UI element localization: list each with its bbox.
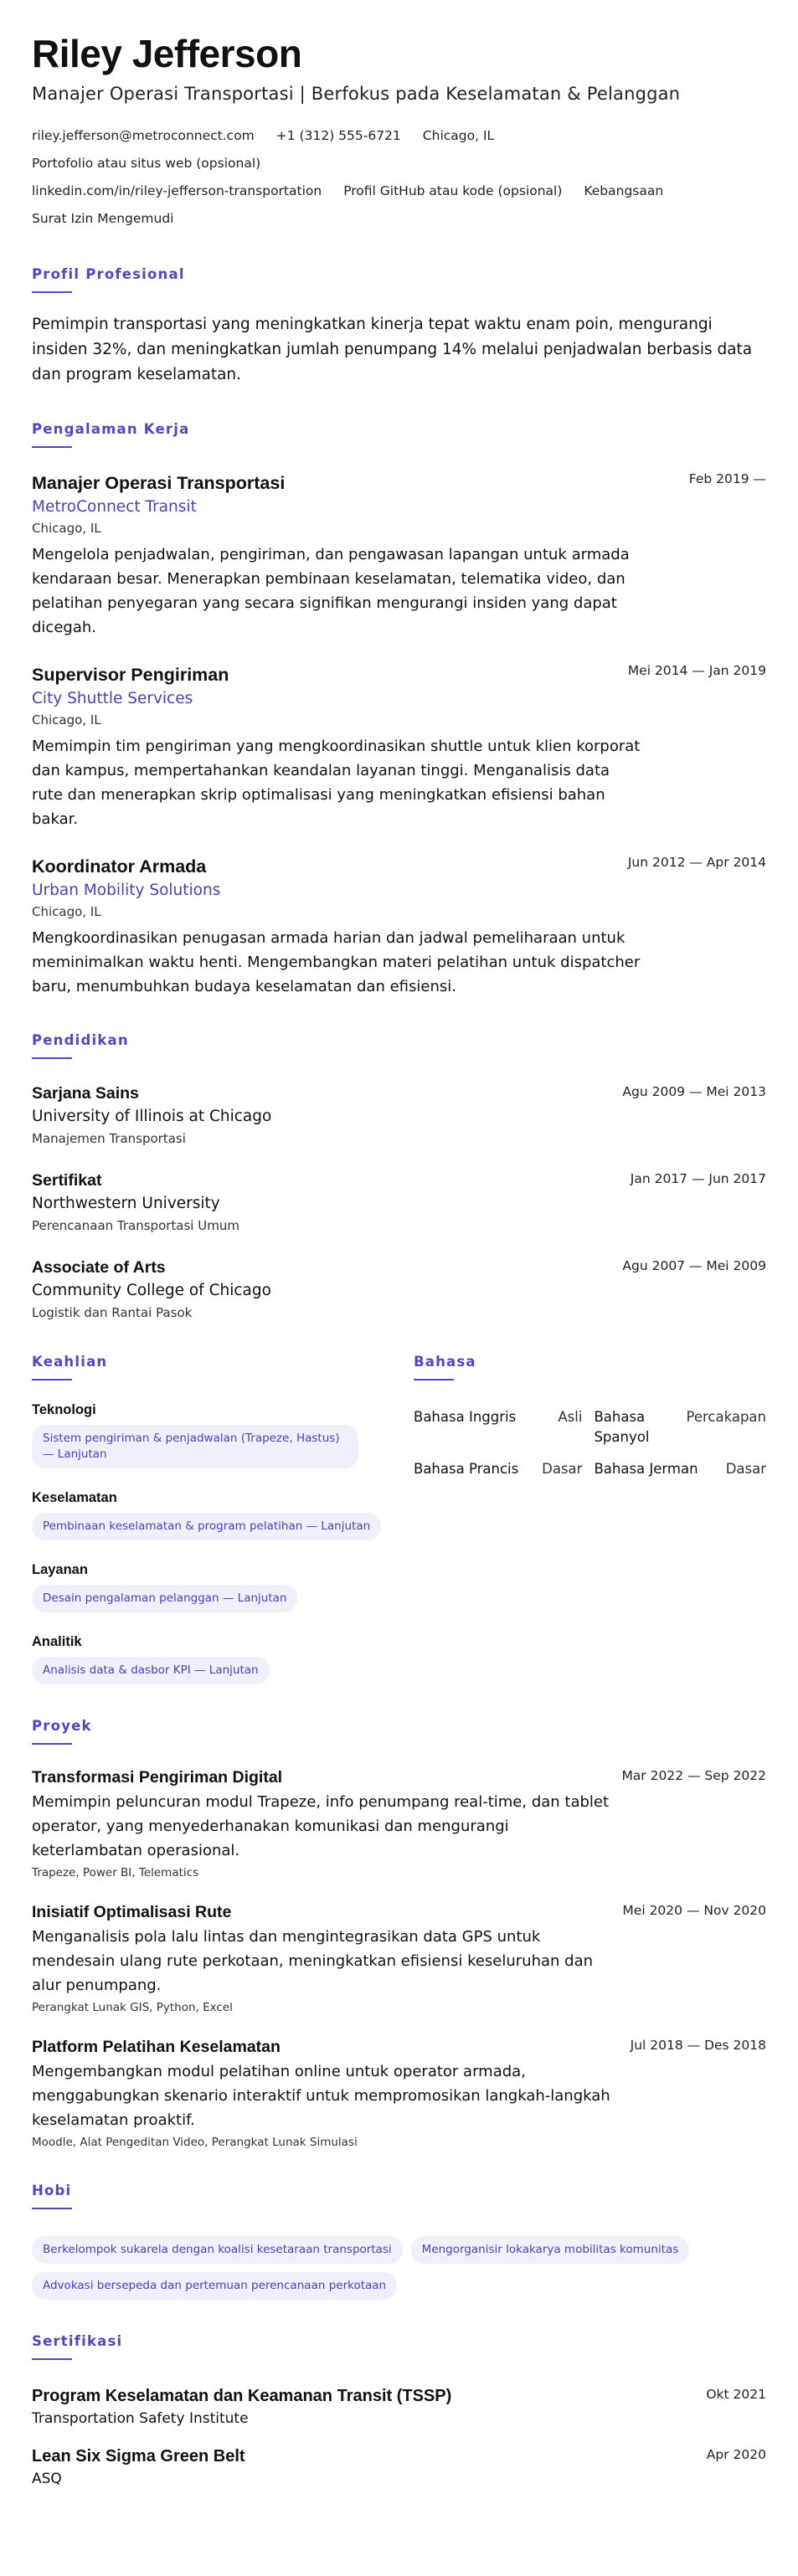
section-title-profile: Profil Profesional [32,266,185,282]
language-name: Bahasa Spanyol [594,1409,650,1445]
section-title-education: Pendidikan [32,1032,129,1048]
language-level: Asli [558,1409,583,1425]
job-dates: Feb 2019 — [688,471,766,486]
skills-languages-row [32,1320,766,1684]
certification-entry [32,2447,766,2487]
education-field: Perencanaan Transportasi Umum [32,1218,239,1233]
contact-driving-license: Surat Izin Mengemudi [32,211,174,226]
section-title-projects: Proyek [32,1718,92,1734]
project-dates: Mei 2020 — Nov 2020 [622,1903,766,1918]
project-tech: Moodle, Alat Pengeditan Video, Perangkat Lunak Simulasi [32,2136,358,2149]
education-school: University of Illinois at Chicago [32,1108,272,1125]
skill-chip: Analisis data & dasbor KPI — Lanjutan [32,1657,270,1684]
job-title: Manajer Operasi Transportasi [32,473,286,493]
project-dates: Jul 2018 — Des 2018 [630,2038,766,2053]
skill-chip: Sistem pengiriman & penjadwalan (Trapeze, Hastus) — Lanjutan [32,1425,358,1468]
language-item [414,1407,582,1447]
section-divider [32,446,72,448]
skill-category: Layanan [32,1562,88,1577]
language-level: Dasar [542,1461,583,1477]
language-level: Dasar [725,1461,766,1477]
profile-summary: Pemimpin transportasi yang meningkatkan kinerja tepat waktu enam poin, mengurangi insiden 32%, dan meningkatkan jumlah penumpang 14% melalui penjadwalan berbasis data dan program keselamatan. [32,316,753,383]
project-tech: Trapeze, Power BI, Telematics [32,1866,199,1879]
education-school: Northwestern University [32,1195,220,1212]
project-title: Inisiatif Optimalisasi Rute [32,1903,232,1921]
education-dates: Jan 2017 — Jun 2017 [630,1171,766,1186]
job-title: Supervisor Pengiriman [32,665,229,685]
language-name: Bahasa Prancis [414,1461,519,1477]
job-dates: Mei 2014 — Jan 2019 [627,663,766,678]
project-dates: Mar 2022 — Sep 2022 [621,1768,766,1783]
section-divider [32,1057,72,1059]
section-title-languages: Bahasa [414,1354,476,1370]
certification-date: Apr 2020 [706,2447,766,2462]
languages-column [414,1320,766,1684]
certification-date: Okt 2021 [706,2387,766,2402]
contact-location: Chicago, IL [422,128,495,143]
language-item [414,1459,582,1479]
resume-headline: Manajer Operasi Transportasi | Berfokus pada Keselamatan & Pelanggan [32,84,681,104]
project-description: Menganalisis pola lalu lintas dan mengintegrasikan data GPS untuk mendesain ulang rute perkotaan, meningkatkan efisiensi keseluruhan dan alur penumpang. [32,1928,594,1994]
education-dates: Agu 2007 — Mei 2009 [622,1258,766,1273]
education-degree: Sertifikat [32,1171,102,1190]
job-entry [32,663,766,831]
job-entry [32,855,766,999]
skill-chip: Desain pengalaman pelanggan — Lanjutan [32,1585,297,1612]
section-title-skills: Keahlian [32,1354,108,1370]
certification-org: ASQ [32,2471,62,2487]
section-divider [32,1743,72,1745]
job-description: Memimpin tim pengiriman yang mengkoordinasikan shuttle untuk klien korporat dan kampus, mempertahankan keandalan layanan tinggi. Menganalisis data rute dan menerapkan skrip optimalisasi yang meningkatkan efisiensi bahan bakar. [32,738,641,828]
certification-entry [32,2387,766,2427]
language-item [594,1407,766,1447]
hobbies-list [32,2228,752,2300]
section-title-experience: Pengalaman Kerja [32,421,190,437]
hobby-chip: Berkelompok sukarela dengan koalisi kesetaraan transportasi [32,2236,403,2264]
skill-chip: Pembinaan keselamatan & program pelatihan — Lanjutan [32,1513,381,1540]
job-dates: Jun 2012 — Apr 2014 [627,855,766,870]
job-description: Mengkoordinasikan penugasan armada harian dan jadwal pemeliharaan untuk meminimalkan waktu henti. Mengembangkan materi pelatihan untuk dispatcher baru, menumbuhkan budaya keselamatan dan efisiensi. [32,929,641,995]
job-location: Chicago, IL [32,712,101,728]
contact-nationality: Kebangsaan [584,183,664,198]
contact-info [32,122,766,233]
contact-phone[interactable]: +1 (312) 555-6721 [275,128,401,143]
language-item [594,1459,766,1479]
section-divider [32,2208,72,2209]
job-description: Mengelola penjadwalan, pengiriman, dan pengawasan lapangan untuk armada kendaraan besar. Menerapkan pembinaan keselamatan, telematika video, dan pelatihan penyegaran yang secara signifikan mengurangi insiden yang dapat dicegah. [32,546,630,636]
project-title: Transformasi Pengiriman Digital [32,1768,283,1787]
project-tech: Perangkat Lunak GIS, Python, Excel [32,2001,233,2014]
project-title: Platform Pelatihan Keselamatan [32,2038,281,2056]
section-divider [414,1379,454,1381]
job-entry [32,471,766,640]
project-entry [32,2038,766,2149]
section-divider [32,2358,72,2360]
job-title: Koordinator Armada [32,856,207,877]
section-title-certifications: Sertifikasi [32,2333,123,2349]
contact-github[interactable]: Profil GitHub atau kode (opsional) [343,183,563,198]
contact-portfolio[interactable]: Portofolio atau situs web (opsional) [32,156,261,171]
hobby-chip: Advokasi bersepeda dan pertemuan perencanaan perkotaan [32,2272,397,2300]
skill-category: Analitik [32,1634,82,1649]
project-description: Mengembangkan modul pelatihan online untuk operator armada, menggabungkan skenario interaktif untuk mempromosikan langkah-langkah keselamatan proaktif. [32,2063,610,2129]
education-entry [32,1258,766,1320]
project-description: Memimpin peluncuran modul Trapeze, info penumpang real-time, dan tablet operator, yang menyederhanakan komunikasi dan mengurangi keterlambatan operasional. [32,1793,610,1859]
section-divider [32,1379,72,1381]
education-degree: Associate of Arts [32,1258,166,1277]
job-location: Chicago, IL [32,904,101,919]
contact-linkedin[interactable]: linkedin.com/in/riley-jefferson-transportation [32,183,322,198]
certification-name: Program Keselamatan dan Keamanan Transit (TSSP) [32,2387,452,2405]
job-company: Urban Mobility Solutions [32,882,221,899]
hobby-chip: Mengorganisir lokakarya mobilitas komunitas [411,2236,690,2264]
job-location: Chicago, IL [32,521,101,536]
job-company: MetroConnect Transit [32,498,197,516]
resume-name: Riley Jefferson [32,32,302,75]
education-entry [32,1171,766,1233]
education-field: Logistik dan Rantai Pasok [32,1305,193,1320]
language-level: Percakapan [686,1409,766,1425]
education-school: Community College of Chicago [32,1282,271,1299]
section-divider [32,291,72,293]
section-title-hobbies: Hobi [32,2183,72,2198]
project-entry [32,1903,766,2014]
skill-category: Teknologi [32,1402,96,1417]
education-entry [32,1084,766,1146]
contact-email[interactable]: riley.jefferson@metroconnect.com [32,128,255,143]
languages-grid [414,1407,766,1479]
skills-column [32,1320,384,1684]
education-dates: Agu 2009 — Mei 2013 [622,1084,766,1099]
language-name: Bahasa Inggris [414,1409,517,1425]
education-degree: Sarjana Sains [32,1084,139,1103]
job-company: City Shuttle Services [32,690,193,707]
education-field: Manajemen Transportasi [32,1131,186,1146]
certification-org: Transportation Safety Institute [32,2410,249,2427]
project-entry [32,1768,766,1879]
skill-category: Keselamatan [32,1490,117,1505]
certification-name: Lean Six Sigma Green Belt [32,2447,245,2465]
language-name: Bahasa Jerman [594,1461,698,1477]
